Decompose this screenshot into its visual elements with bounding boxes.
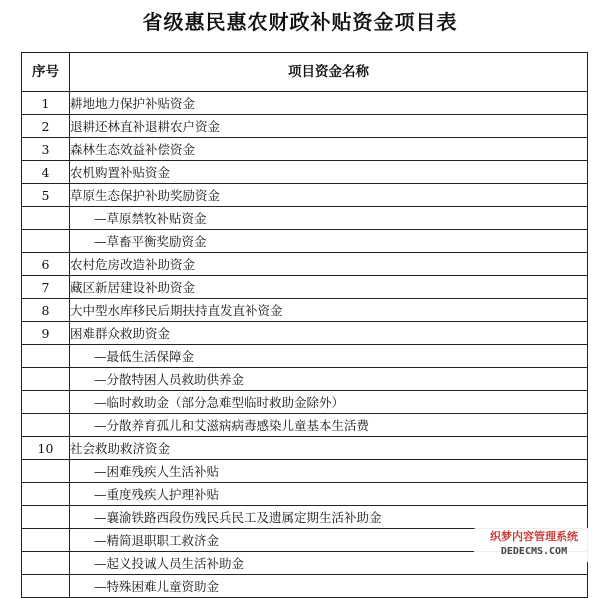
row-serial-number: 4 [22,161,70,184]
row-sub-item-name: —重度残疾人护理补贴 [70,483,588,506]
header-item-name: 项目资金名称 [70,53,588,92]
watermark-text-domain: DEDECMS.COM [500,546,568,557]
table-row [22,92,588,115]
watermark-text-cn: 织梦内容管理系统 [490,530,578,543]
table-row [22,138,588,161]
row-serial-number [22,391,70,414]
table-row [22,460,588,483]
row-serial-number [22,460,70,483]
row-serial-number [22,368,70,391]
row-serial-number: 3 [22,138,70,161]
row-item-name: 困难群众救助资金 [70,322,588,345]
row-serial-number [22,230,70,253]
row-sub-item-name: —草原禁牧补贴资金 [70,207,588,230]
table-row [22,207,588,230]
table-row [22,161,588,184]
table-header-row [22,53,588,92]
table-row [22,115,588,138]
table-row [22,184,588,207]
row-serial-number [22,506,70,529]
row-item-name: 社会救助救济资金 [70,437,588,460]
table-row [22,414,588,437]
table-row [22,483,588,506]
table-row [22,230,588,253]
row-serial-number: 1 [22,92,70,115]
row-item-name: 草原生态保护补助奖励资金 [70,184,588,207]
row-sub-item-name: —分散特困人员救助供养金 [70,368,588,391]
row-sub-item-name: —最低生活保障金 [70,345,588,368]
document-title: 省级惠民惠农财政补贴资金项目表 [142,10,458,34]
row-serial-number: 7 [22,276,70,299]
funding-items-table [21,52,588,598]
row-serial-number: 10 [22,437,70,460]
table-row [22,253,588,276]
row-serial-number: 6 [22,253,70,276]
row-sub-item-name: —临时救助金（部分急难型临时救助金除外） [70,391,588,414]
row-serial-number [22,529,70,552]
row-serial-number [22,345,70,368]
row-serial-number: 5 [22,184,70,207]
table-body [22,92,588,598]
table-row [22,437,588,460]
table-row [22,368,588,391]
header-serial-number: 序号 [22,53,70,92]
table-row [22,276,588,299]
row-sub-item-name: —草畜平衡奖励资金 [70,230,588,253]
row-item-name: 农机购置补贴资金 [70,161,588,184]
table-row [22,575,588,598]
row-item-name: 农村危房改造补助资金 [70,253,588,276]
table-row [22,506,588,529]
row-sub-item-name: —分散养育孤儿和艾滋病病毒感染儿童基本生活费 [70,414,588,437]
row-serial-number [22,414,70,437]
row-sub-item-name: —襄渝铁路西段伤残民兵民工及遗属定期生活补助金 [70,506,588,529]
row-item-name: 退耕还林直补退耕农户资金 [70,115,588,138]
row-item-name: 大中型水库移民后期扶持直发直补资金 [70,299,588,322]
row-item-name: 森林生态效益补偿资金 [70,138,588,161]
row-sub-item-name: —困难残疾人生活补贴 [70,460,588,483]
table-row [22,322,588,345]
table-row [22,345,588,368]
row-serial-number [22,575,70,598]
row-item-name: 耕地地力保护补贴资金 [70,92,588,115]
row-sub-item-name: —起义投诚人员生活补助金 [70,552,588,575]
table-row [22,391,588,414]
row-serial-number [22,483,70,506]
watermark-logo [474,528,594,562]
row-sub-item-name: —精简退职职工救济金 [70,529,588,552]
row-serial-number [22,552,70,575]
row-serial-number: 2 [22,115,70,138]
row-item-name: 藏区新居建设补助资金 [70,276,588,299]
row-serial-number: 8 [22,299,70,322]
table-row [22,299,588,322]
row-serial-number: 9 [22,322,70,345]
row-serial-number [22,207,70,230]
row-sub-item-name: —特殊困难儿童资助金 [70,575,588,598]
